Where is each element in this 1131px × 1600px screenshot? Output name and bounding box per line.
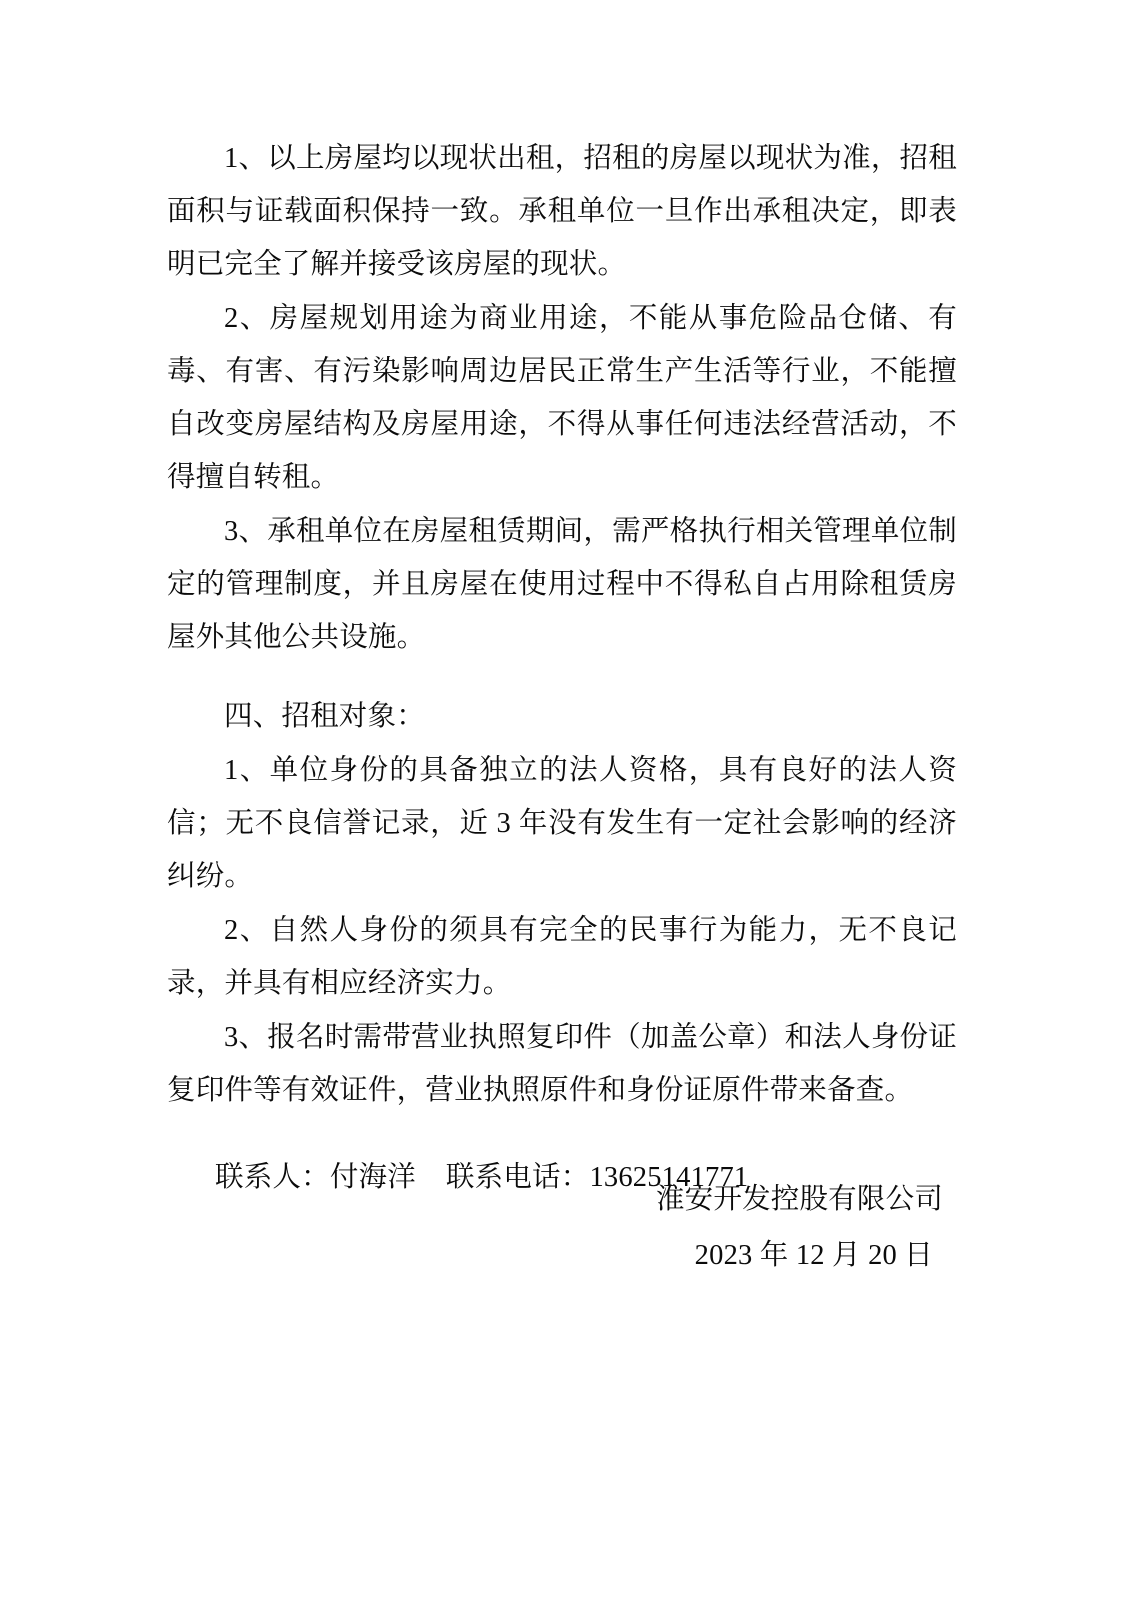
paragraph-3: 3、承租单位在房屋租赁期间，需严格执行相关管理单位制定的管理制度，并且房屋在使用过程中不得私自占用除租赁房屋外其他公共设施。 xyxy=(167,516,957,653)
section-item-3: 3、报名时需带营业执照复印件（加盖公章）和法人身份证复印件等有效证件，营业执照原件和身份证原件带来备查。 xyxy=(167,1022,957,1106)
contact-person-name: 付海洋 xyxy=(329,1162,416,1193)
document-body xyxy=(167,132,957,1204)
section-heading: 四、招租对象： xyxy=(224,701,425,732)
contact-phone-number: 13625141771 xyxy=(589,1162,749,1193)
section-item-2: 2、自然人身份的须具有完全的民事行为能力，无不良记录，并具有相应经济实力。 xyxy=(167,915,957,999)
contact-person-label: 联系人： xyxy=(215,1162,330,1193)
paragraph-1: 1、以上房屋均以现状出租，招租的房屋以现状为准，招租面积与证载面积保持一致。承租单位一旦作出承租决定，即表明已完全了解并接受该房屋的现状。 xyxy=(167,143,957,280)
signature-date: 2023 年 12 月 20 日 xyxy=(694,1240,933,1271)
paragraph-2: 2、房屋规划用途为商业用途，不能从事危险品仓储、有毒、有害、有污染影响周边居民正常生产生活等行业，不能擅自改变房屋结构及房屋用途，不得从事任何违法经营活动，不得擅自转租。 xyxy=(167,303,957,493)
section-item-1: 1、单位身份的具备独立的法人资格，具有良好的法人资信；无不良信誉记录，近 3 年没有发生有一定社会影响的经济纠纷。 xyxy=(167,755,957,892)
signature-block xyxy=(167,1172,957,1284)
contact-phone-label: 联系电话： xyxy=(445,1162,590,1193)
signature-company: 淮安开发控股有限公司 xyxy=(655,1184,943,1215)
